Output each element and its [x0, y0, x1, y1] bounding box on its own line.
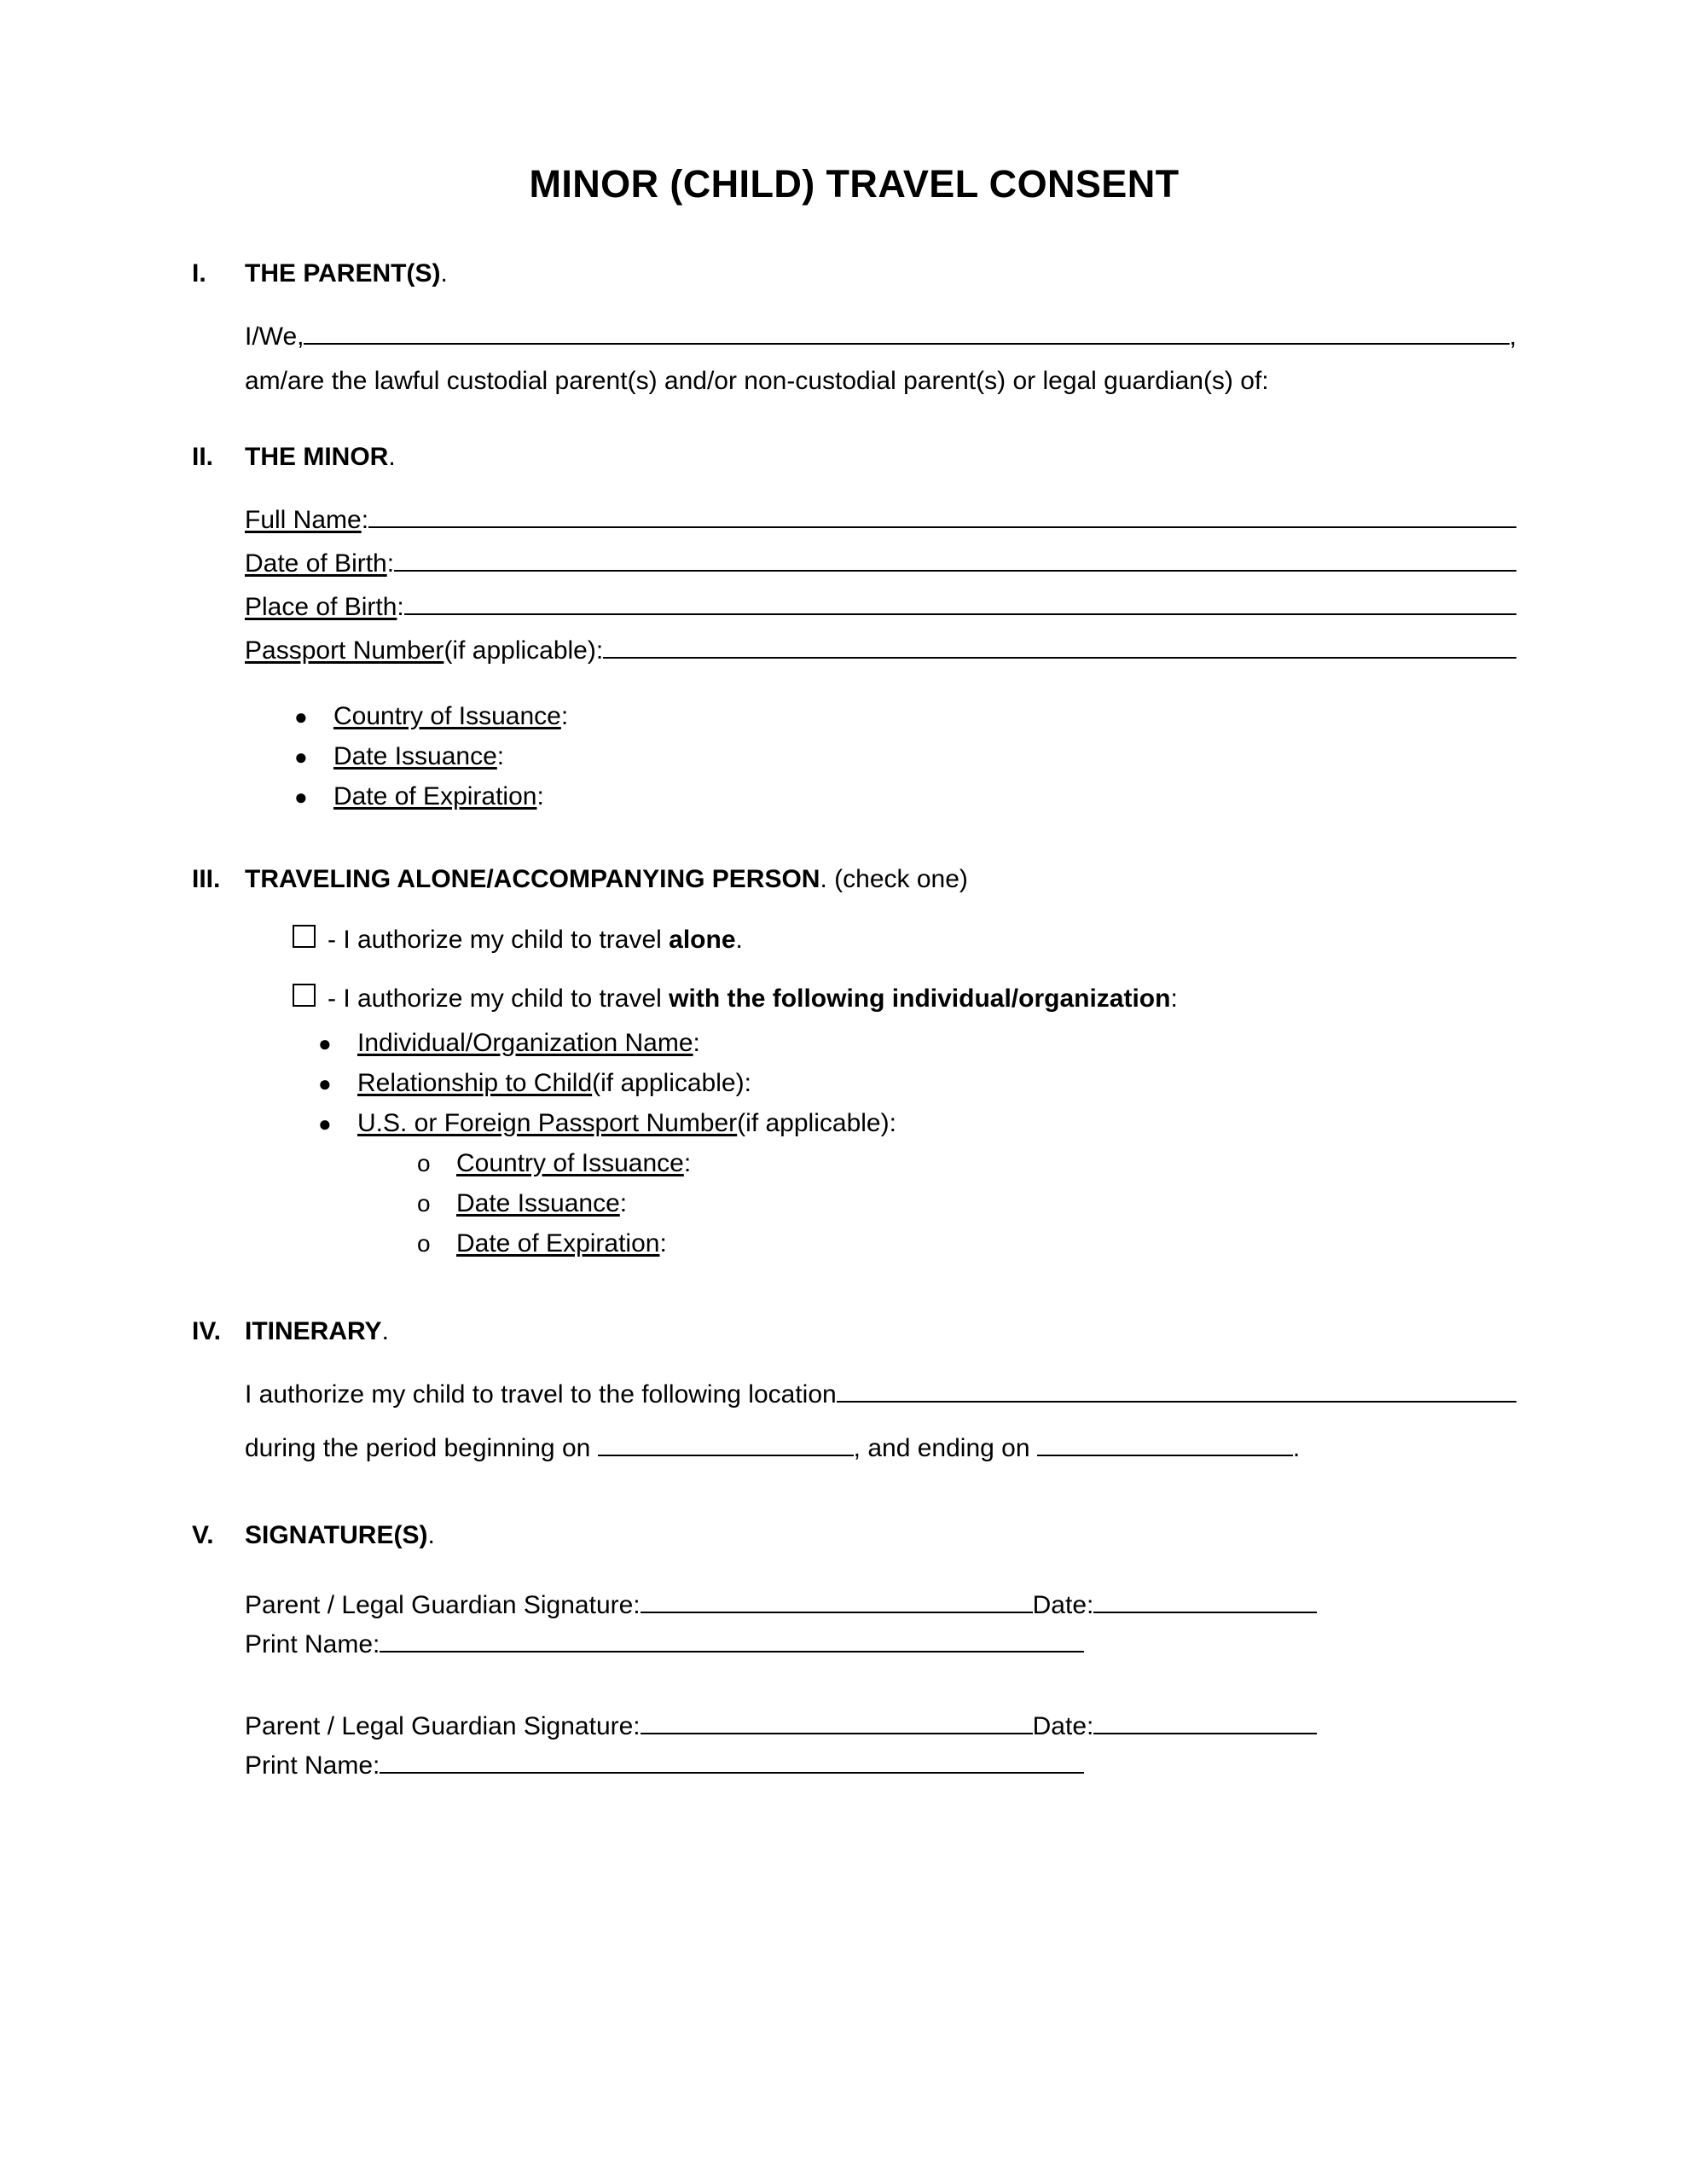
accompanying-passport-note: (if applicable) — [737, 1108, 890, 1137]
traveling-with-bullets — [318, 1029, 1516, 1138]
list-item[interactable] — [318, 1029, 1516, 1058]
parents-name-comma: , — [1509, 322, 1516, 351]
itinerary-begin-blank[interactable] — [598, 1429, 854, 1456]
minor-passport-bullets — [294, 702, 1516, 811]
section-parents — [192, 259, 1516, 400]
colon: : — [889, 1108, 896, 1137]
list-item[interactable] — [417, 1189, 1516, 1218]
section-title-period: . — [381, 1316, 389, 1345]
minor-pob-blank[interactable] — [404, 590, 1516, 615]
emphasis-alone: alone — [669, 925, 736, 954]
print-name-row-1[interactable] — [245, 1627, 1516, 1659]
itinerary-period-period: . — [1292, 1433, 1301, 1462]
section-signatures — [192, 1521, 1516, 1780]
print-name-blank-1[interactable] — [380, 1627, 1084, 1653]
minor-passport-note: (if applicable): — [443, 636, 604, 665]
list-item[interactable] — [294, 742, 1516, 771]
print-name-label-1: Print Name: — [245, 1630, 380, 1658]
signature-blank-1[interactable] — [641, 1588, 1033, 1613]
itinerary-end-blank[interactable] — [1037, 1429, 1293, 1456]
org-name-label: Individual/Organization Name — [357, 1028, 693, 1057]
parents-name-row[interactable] — [245, 319, 1516, 351]
minor-dob-label: Date of Birth — [245, 549, 387, 578]
colon: : — [619, 1188, 628, 1217]
minor-full-name-blank[interactable] — [368, 502, 1516, 528]
traveling-options — [293, 925, 1516, 1258]
bullet-icon: ● — [294, 743, 308, 770]
page-title: MINOR (CHILD) TRAVEL CONSENT — [529, 162, 1180, 206]
minor-body — [245, 502, 1516, 811]
signature-label-2: Parent / Legal Guardian Signature: — [245, 1712, 641, 1740]
parents-body — [245, 319, 1516, 400]
section-heading-traveling — [192, 865, 1516, 894]
signature-row-2[interactable] — [245, 1709, 1516, 1741]
list-item[interactable] — [318, 1069, 1516, 1098]
minor-passport-blank[interactable] — [603, 633, 1516, 659]
parents-name-label: I/We, — [245, 322, 304, 351]
minor-dob-blank[interactable] — [394, 546, 1516, 572]
section-heading-itinerary — [192, 1317, 1516, 1346]
print-name-label-2: Print Name: — [245, 1751, 380, 1780]
signature-date-label-1: Date: — [1032, 1591, 1094, 1619]
colon: : — [693, 1028, 700, 1057]
signature-date-blank-1[interactable] — [1093, 1588, 1317, 1613]
relationship-note: (if applicable) — [592, 1068, 745, 1097]
acc-date-expiration-label: Date of Expiration — [456, 1228, 660, 1258]
signature-row-1[interactable] — [245, 1588, 1516, 1620]
accompanying-passport-label: U.S. or Foreign Passport Number — [357, 1108, 738, 1137]
section-title-parents: THE PARENT(S). — [245, 259, 448, 288]
itinerary-begin-label: during the period beginning on — [245, 1433, 598, 1462]
section-title-signatures: SIGNATURE(S). — [245, 1521, 435, 1549]
colon: : — [683, 1148, 692, 1177]
print-name-blank-2[interactable] — [380, 1748, 1084, 1774]
itinerary-end-label: , and ending on — [853, 1433, 1037, 1462]
emphasis-with-individual: with the following individual/organization — [669, 984, 1171, 1013]
parents-name-blank[interactable] — [304, 319, 1509, 345]
section-numeral-iv: IV. — [192, 1316, 221, 1345]
signature-blank-2[interactable] — [641, 1709, 1033, 1734]
itinerary-body — [245, 1377, 1516, 1467]
signature-block-2 — [245, 1709, 1516, 1780]
section-title-period: . — [388, 442, 396, 471]
checkbox-alone-icon[interactable] — [293, 925, 316, 948]
checkbox-alone-label: - I authorize my child to travel alone. — [328, 925, 743, 954]
acc-country-issuance-label: Country of Issuance — [456, 1148, 684, 1177]
list-item[interactable] — [294, 702, 1516, 731]
checkbox-row-alone[interactable] — [293, 925, 1516, 955]
section-minor — [192, 443, 1516, 811]
minor-country-issuance-label: Country of Issuance — [333, 701, 561, 730]
sub-bullet-icon: o — [417, 1229, 431, 1257]
section-numeral-iii: III. — [192, 864, 221, 893]
bullet-icon: ● — [318, 1110, 332, 1136]
minor-pob-colon: : — [397, 592, 404, 621]
minor-passport-label: Passport Number — [245, 636, 444, 665]
section-title-period: . — [427, 1521, 435, 1549]
bullet-icon: ● — [294, 703, 308, 729]
signature-date-blank-2[interactable] — [1093, 1709, 1317, 1734]
section-heading-signatures — [192, 1521, 1516, 1550]
checkbox-with-individual-label: - I authorize my child to travel with the following individual/organization: — [328, 984, 1178, 1013]
minor-full-name-colon: : — [361, 505, 369, 534]
section-heading-parents — [192, 259, 1516, 288]
acc-date-issuance-label: Date Issuance — [456, 1188, 620, 1217]
list-item[interactable] — [318, 1109, 1516, 1138]
traveling-passport-sub-bullets — [417, 1149, 1516, 1258]
colon: : — [536, 781, 544, 810]
sub-bullet-icon: o — [417, 1149, 431, 1176]
checkbox-row-with-individual[interactable] — [293, 984, 1516, 1014]
signature-label-1: Parent / Legal Guardian Signature: — [245, 1591, 641, 1619]
section-title-period: . — [820, 864, 827, 893]
relationship-label: Relationship to Child — [357, 1068, 593, 1097]
minor-passport-row[interactable] — [245, 633, 1516, 665]
list-item[interactable] — [417, 1229, 1516, 1258]
minor-full-name-label: Full Name — [245, 505, 362, 534]
minor-pob-row[interactable] — [245, 590, 1516, 622]
signature-date-label-2: Date: — [1032, 1712, 1094, 1740]
bullet-icon: ● — [318, 1030, 332, 1056]
section-itinerary — [192, 1317, 1516, 1467]
section-title-minor: THE MINOR. — [245, 442, 396, 471]
section-title-itinerary: ITINERARY. — [245, 1316, 389, 1345]
parents-statement: am/are the lawful custodial parent(s) and/or non-custodial parent(s) or legal guardian(s) of: — [245, 367, 1269, 395]
section-heading-minor — [192, 443, 1516, 472]
checkbox-with-individual-icon[interactable] — [293, 984, 316, 1007]
section-numeral-v: V. — [192, 1521, 214, 1549]
section-numeral-ii: II. — [192, 442, 214, 471]
signature-block-1 — [245, 1588, 1516, 1659]
section-title-traveling: TRAVELING ALONE/ACCOMPANYING PERSON. (check one) — [245, 864, 968, 893]
list-item[interactable] — [294, 782, 1516, 811]
minor-date-expiration-label: Date of Expiration — [333, 781, 537, 810]
section-traveling — [192, 865, 1516, 1258]
itinerary-period-row — [245, 1429, 1516, 1467]
bullet-icon: ● — [294, 783, 308, 810]
itinerary-location-blank[interactable] — [837, 1377, 1516, 1403]
section-numeral-i: I. — [192, 259, 206, 288]
minor-date-issuance-label: Date Issuance — [333, 741, 497, 770]
itinerary-location-label: I authorize my child to travel to the following location — [245, 1380, 837, 1409]
minor-pob-label: Place of Birth — [245, 592, 397, 621]
colon: : — [560, 701, 569, 730]
section-title-period: . — [440, 259, 448, 288]
list-item[interactable] — [417, 1149, 1516, 1178]
minor-dob-colon: : — [386, 549, 395, 578]
minor-full-name-row[interactable] — [245, 502, 1516, 535]
itinerary-location-row[interactable] — [245, 1377, 1516, 1409]
minor-dob-row[interactable] — [245, 546, 1516, 578]
colon: : — [496, 741, 505, 770]
bullet-icon: ● — [318, 1070, 332, 1096]
print-name-row-2[interactable] — [245, 1748, 1516, 1780]
colon: : — [659, 1228, 667, 1258]
section-title-note: (check one) — [826, 864, 968, 893]
colon: : — [744, 1068, 751, 1097]
sub-bullet-icon: o — [417, 1189, 431, 1217]
